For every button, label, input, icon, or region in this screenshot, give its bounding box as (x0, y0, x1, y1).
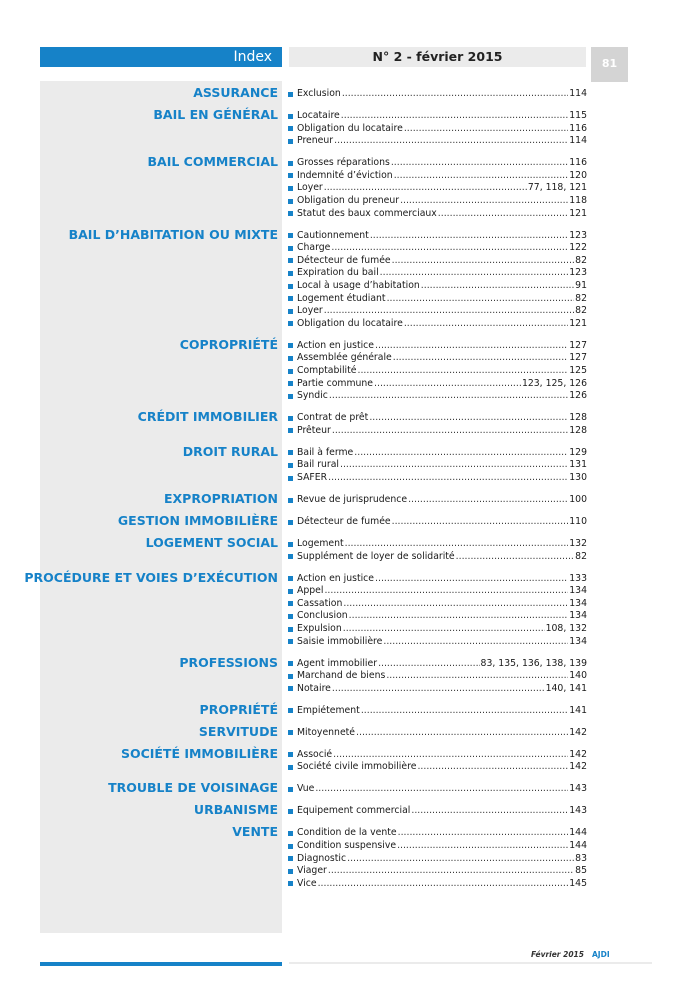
entry-term: Comptabilité (297, 365, 357, 376)
entry-pages: 134 (569, 585, 587, 597)
entry-pages: 145 (569, 877, 587, 889)
dot-leader (408, 494, 568, 506)
entry-term: Appel (297, 585, 324, 597)
index-entry (288, 182, 587, 194)
bullet-square-icon (288, 476, 293, 481)
footer-date: Février 2015 (530, 950, 584, 959)
category-heading: BAIL D’HABITATION OU MIXTE (68, 226, 278, 242)
index-entry (288, 472, 587, 484)
index-entry (288, 585, 587, 597)
entry-pages: 114 (569, 135, 587, 147)
entry-term: Loyer (297, 305, 323, 317)
category-heading: BAIL COMMERCIAL (147, 154, 278, 170)
dot-leader (332, 425, 568, 437)
index-entry (288, 412, 587, 424)
entry-term: Contrat de prêt (297, 412, 369, 424)
index-entry (288, 761, 587, 773)
entry-term: Obligation du locataire (297, 317, 403, 329)
issue-label: N° 2 - février 2015 (289, 47, 586, 67)
entry-pages: 132 (569, 538, 587, 549)
index-entry (288, 447, 587, 459)
category-heading: CRÉDIT IMMOBILIER (137, 409, 278, 425)
entry-pages: 118 (569, 195, 587, 206)
index-entry (288, 230, 587, 242)
index-entry (288, 805, 587, 817)
index-entry (288, 318, 587, 330)
dot-leader (392, 255, 575, 267)
entry-pages: 127 (569, 339, 587, 351)
entry-term: Bail rural (297, 459, 340, 471)
entry-term: Grosses réparations (297, 157, 390, 169)
dot-leader (386, 670, 568, 682)
entry-term: Action en justice (297, 572, 375, 584)
entry-pages: 134 (569, 610, 587, 622)
entry-term: Conclusion (297, 610, 348, 622)
dot-leader (341, 110, 568, 122)
bullet-square-icon (288, 199, 293, 204)
dot-leader (400, 195, 568, 207)
bullet-square-icon (288, 498, 293, 503)
entry-term: Logement étudiant (297, 292, 386, 304)
bullet-square-icon (288, 161, 293, 166)
bullet-square-icon (288, 869, 293, 874)
bullet-square-icon (288, 520, 293, 525)
bullet-square-icon (288, 321, 293, 326)
bullet-square-icon (288, 765, 293, 770)
index-entry (288, 123, 587, 135)
entry-term: Agent immobilier (297, 657, 378, 669)
entry-pages: 141 (569, 704, 587, 716)
entry-pages: 108, 132 (545, 623, 587, 634)
bullet-square-icon (288, 542, 293, 547)
dot-leader (397, 840, 568, 852)
category-heading: ASSURANCE (193, 85, 278, 100)
dot-leader (331, 242, 568, 254)
bullet-square-icon (288, 881, 293, 886)
category-heading: COPROPRIÉTÉ (179, 336, 278, 352)
entry-pages: 142 (569, 761, 587, 773)
bullet-square-icon (288, 211, 293, 216)
entry-pages: 83 (575, 852, 587, 864)
entry-term: Cautionnement (297, 229, 369, 241)
entry-term: Statut des baux commerciaux (297, 207, 437, 219)
entry-term: Loyer (297, 182, 323, 194)
entry-pages: 143 (569, 783, 587, 795)
bullet-square-icon (288, 576, 293, 581)
entry-pages: 77, 118, 121 (527, 182, 587, 194)
dot-leader (378, 658, 479, 670)
bullet-square-icon (288, 708, 293, 713)
index-entry (288, 551, 587, 563)
entry-pages: 121 (569, 207, 587, 219)
entry-term: Obligation du locataire (297, 122, 403, 134)
dot-leader (404, 318, 568, 330)
entry-term: Supplément de loyer de solidarité (297, 550, 455, 562)
index-entry (288, 538, 587, 550)
category-heading: URBANISME (193, 802, 278, 818)
bullet-square-icon (288, 258, 293, 263)
index-entry (288, 878, 587, 890)
entry-pages: 121 (569, 317, 587, 329)
entry-term: Bail à ferme (297, 446, 354, 458)
index-entry (288, 516, 587, 528)
category-heading: BAIL EN GÉNÉRAL (153, 107, 278, 122)
bullet-square-icon (288, 394, 293, 399)
bullet-square-icon (288, 271, 293, 276)
index-entry (288, 636, 587, 648)
dot-leader (345, 538, 569, 550)
index-entry (288, 293, 587, 305)
dot-leader (375, 340, 568, 352)
index-entry (288, 340, 587, 352)
entry-term: Local à usage d’habitation (297, 280, 420, 291)
index-entry (288, 208, 587, 220)
footer-rule-left (40, 962, 282, 966)
entry-pages: 120 (569, 169, 587, 181)
entry-pages: 133 (569, 572, 587, 584)
dot-leader (393, 352, 568, 364)
bullet-square-icon (288, 787, 293, 792)
bullet-square-icon (288, 139, 293, 144)
bullet-square-icon (288, 369, 293, 374)
category-heading: VENTE (232, 824, 278, 840)
entry-term: Obligation du preneur (297, 195, 400, 206)
page-number: 81 (591, 47, 628, 82)
entry-pages: 130 (569, 472, 587, 483)
entry-pages: 144 (569, 827, 587, 839)
category-heading: DROIT RURAL (182, 443, 278, 459)
entry-pages: 123 (569, 229, 587, 241)
dot-leader (343, 623, 545, 635)
index-entry (288, 658, 587, 670)
index-title: Index (40, 47, 282, 67)
bullet-square-icon (288, 381, 293, 386)
entry-term: Expulsion (297, 623, 342, 634)
dot-leader (329, 390, 568, 402)
bullet-square-icon (288, 809, 293, 814)
index-entry (288, 378, 587, 390)
dot-leader (328, 865, 574, 877)
dot-leader (456, 551, 574, 563)
dot-leader (333, 749, 568, 761)
index-entry (288, 865, 587, 877)
index-entry (288, 573, 587, 585)
bullet-square-icon (288, 233, 293, 238)
dot-leader (324, 585, 568, 597)
dot-leader (394, 170, 569, 182)
category-heading: PROPRIÉTÉ (199, 701, 278, 717)
bullet-square-icon (288, 428, 293, 433)
entry-pages: 91 (575, 280, 587, 291)
dot-leader (375, 573, 568, 585)
dot-leader (383, 636, 568, 648)
dot-leader (328, 472, 568, 484)
entry-term: Revue de jurisprudence (297, 494, 408, 505)
entry-pages: 114 (569, 88, 587, 99)
dot-leader (361, 705, 568, 717)
entry-pages: 125 (569, 365, 587, 376)
bullet-square-icon (288, 589, 293, 594)
bullet-square-icon (288, 126, 293, 131)
category-heading: SERVITUDE (198, 723, 278, 739)
dot-leader (438, 208, 568, 220)
index-entry (288, 135, 587, 147)
entry-term: Expiration du bail (297, 267, 379, 279)
dot-leader (315, 783, 568, 795)
entry-term: Partie commune (297, 377, 374, 389)
dot-leader (334, 135, 568, 147)
index-entry (288, 157, 587, 169)
index-entry (288, 170, 587, 182)
bullet-square-icon (288, 343, 293, 348)
index-entry (288, 598, 587, 610)
entry-pages: 85 (575, 865, 587, 877)
index-entry (288, 365, 587, 377)
entry-pages: 123 (569, 267, 587, 279)
dot-leader (411, 805, 568, 817)
dot-leader (369, 412, 568, 424)
dot-leader (380, 267, 569, 279)
entry-term: Preneur (297, 135, 334, 147)
index-entry (288, 425, 587, 437)
entry-pages: 126 (569, 390, 587, 402)
dot-leader (417, 761, 568, 773)
bullet-square-icon (288, 450, 293, 455)
index-entry (288, 623, 587, 635)
entry-term: Locataire (297, 110, 340, 121)
index-entry (288, 853, 587, 865)
entry-term: Saisie immobilière (297, 635, 383, 647)
entry-term: SAFER (297, 472, 328, 483)
entry-term: Charge (297, 242, 331, 254)
category-heading: EXPROPRIATION (164, 491, 278, 506)
entry-term: Détecteur de fumée (297, 254, 391, 266)
entry-pages: 134 (569, 635, 587, 647)
bullet-square-icon (288, 356, 293, 361)
entry-term: Équipement commercial (297, 805, 411, 817)
entry-pages: 83, 135, 136, 138, 139 (480, 657, 587, 669)
entry-term: Notaire (297, 682, 331, 694)
bullet-square-icon (288, 463, 293, 468)
index-entry (288, 705, 587, 717)
bullet-square-icon (288, 296, 293, 301)
index-entry (288, 827, 587, 839)
entry-pages: 128 (569, 412, 587, 424)
entry-pages: 140 (569, 670, 587, 682)
category-heading: PROFESSIONS (179, 654, 278, 670)
index-entry (288, 280, 587, 292)
entry-term: Condition de la vente (297, 827, 397, 839)
entry-term: Diagnostic (297, 852, 347, 864)
dot-leader (421, 280, 574, 292)
entry-pages: 82 (575, 254, 587, 266)
bullet-square-icon (288, 601, 293, 606)
entry-pages: 134 (569, 597, 587, 609)
index-entry (288, 390, 587, 402)
bullet-square-icon (288, 186, 293, 191)
entry-pages: 82 (575, 305, 587, 317)
entry-term: Détecteur de fumée (297, 516, 391, 527)
entry-term: Syndic (297, 390, 328, 402)
index-entry (288, 267, 587, 279)
dot-leader (324, 182, 527, 194)
bullet-square-icon (288, 416, 293, 421)
bullet-square-icon (288, 246, 293, 251)
entry-pages: 115 (569, 110, 587, 121)
bullet-square-icon (288, 661, 293, 666)
entry-pages: 143 (569, 805, 587, 817)
bullet-square-icon (288, 554, 293, 559)
index-entry (288, 670, 587, 682)
entry-term: Action en justice (297, 339, 375, 351)
index-entry (288, 683, 587, 695)
dot-leader (354, 447, 568, 459)
bullet-square-icon (288, 674, 293, 679)
bullet-square-icon (288, 114, 293, 119)
entry-term: Vice (297, 877, 317, 889)
entry-pages: 131 (569, 459, 587, 471)
dot-leader (356, 727, 568, 739)
bullet-square-icon (288, 752, 293, 757)
index-entry (288, 242, 587, 254)
bullet-square-icon (288, 856, 293, 861)
entry-pages: 116 (569, 157, 587, 169)
entry-term: Vue (297, 783, 315, 795)
bullet-square-icon (288, 639, 293, 644)
index-entry (288, 459, 587, 471)
index-entry (288, 305, 587, 317)
category-heading: PROCÉDURE ET VOIES D’EXÉCUTION (24, 569, 278, 585)
footer-brand: AJDI (592, 950, 610, 959)
entry-term: Marchand de biens (297, 670, 386, 682)
entry-pages: 122 (569, 242, 587, 254)
entry-pages: 123, 125, 126 (521, 377, 587, 389)
entry-term: Logement (297, 538, 344, 549)
entry-pages: 100 (569, 494, 587, 505)
entry-pages: 128 (569, 424, 587, 436)
bullet-square-icon (288, 627, 293, 632)
entry-pages: 82 (575, 292, 587, 304)
entry-pages: 116 (569, 122, 587, 134)
index-entry (288, 352, 587, 364)
index-entry (288, 255, 587, 267)
entry-term: Assemblée générale (297, 352, 392, 364)
index-entry (288, 727, 587, 739)
entry-term: Prêteur (297, 424, 331, 436)
category-heading: GESTION IMMOBILIÈRE (117, 513, 278, 528)
entry-term: Exclusion (297, 88, 341, 99)
entry-term: Société civile immobilière (297, 761, 417, 773)
dot-leader (347, 853, 574, 865)
dot-leader (324, 305, 574, 317)
dot-leader (358, 365, 569, 377)
index-entry (288, 195, 587, 207)
footer-rule-right (289, 962, 652, 964)
index-entry (288, 840, 587, 852)
dot-leader (343, 598, 568, 610)
category-heading: TROUBLE DE VOISINAGE (108, 780, 278, 796)
index-entry (288, 749, 587, 761)
bullet-square-icon (288, 173, 293, 178)
entry-term: Empiétement (297, 704, 360, 716)
entry-pages: 129 (569, 446, 587, 458)
dot-leader (370, 230, 568, 242)
entry-pages: 82 (575, 550, 587, 562)
dot-leader (374, 378, 521, 390)
dot-leader (398, 827, 569, 839)
bullet-square-icon (288, 844, 293, 849)
entry-pages: 110 (569, 516, 587, 527)
bullet-square-icon (288, 730, 293, 735)
bullet-square-icon (288, 284, 293, 289)
category-heading: SOCIÉTÉ IMMOBILIÈRE (120, 745, 278, 761)
entry-term: Viager (297, 865, 327, 877)
category-heading: LOGEMENT SOCIAL (145, 535, 278, 550)
index-entry (288, 610, 587, 622)
entry-pages: 142 (569, 726, 587, 738)
entry-pages: 144 (569, 840, 587, 851)
dot-leader (340, 459, 568, 471)
entry-pages: 140, 141 (545, 682, 587, 694)
entry-term: Condition suspensive (297, 840, 397, 851)
entry-term: Mitoyenneté (297, 726, 356, 738)
bullet-square-icon (288, 92, 293, 97)
entry-pages: 127 (569, 352, 587, 364)
bullet-square-icon (288, 309, 293, 314)
entry-pages: 142 (569, 748, 587, 760)
entry-term: Indemnité d’éviction (297, 169, 393, 181)
entry-term: Associé (297, 748, 333, 760)
dot-leader (342, 88, 568, 100)
dot-leader (392, 516, 569, 528)
bullet-square-icon (288, 614, 293, 619)
index-entry (288, 494, 587, 506)
dot-leader (391, 157, 568, 169)
index-entry (288, 783, 587, 795)
dot-leader (349, 610, 569, 622)
entry-term: Cassation (297, 597, 343, 609)
bullet-square-icon (288, 831, 293, 836)
dot-leader (318, 878, 569, 890)
index-entry (288, 88, 587, 100)
dot-leader (332, 683, 545, 695)
index-entry (288, 110, 587, 122)
dot-leader (404, 123, 568, 135)
bullet-square-icon (288, 686, 293, 691)
dot-leader (387, 293, 575, 305)
